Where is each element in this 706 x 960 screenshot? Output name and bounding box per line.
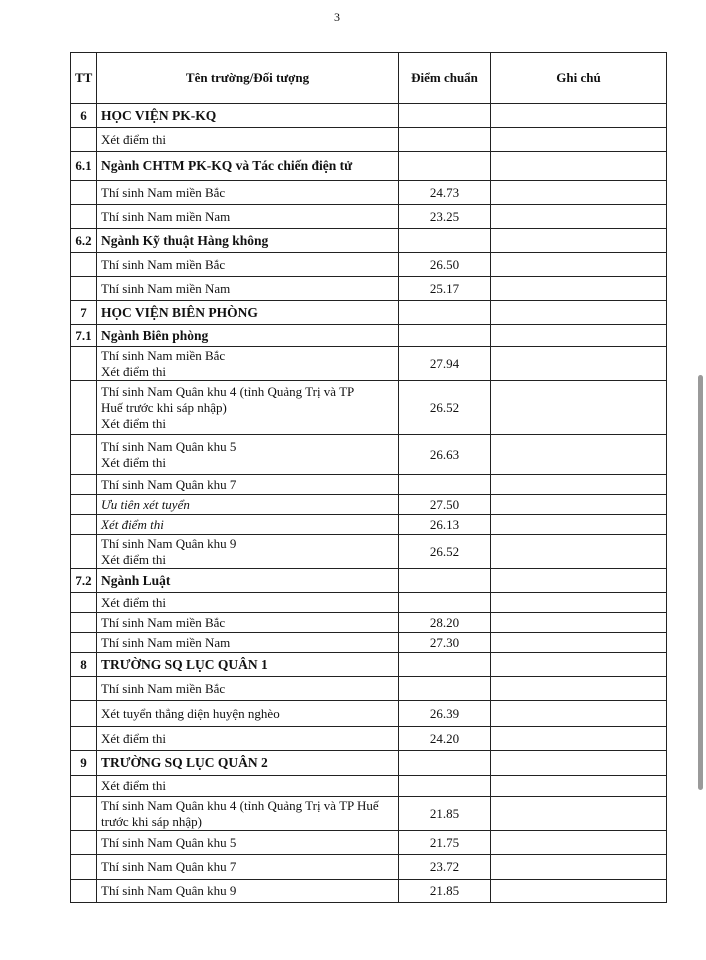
cell-tt: 9 — [71, 751, 97, 776]
table-row — [71, 128, 667, 152]
cell-name — [97, 653, 399, 677]
cell-score — [399, 301, 491, 325]
cell-score — [399, 229, 491, 253]
cell-tt — [71, 495, 97, 515]
cell-tt — [71, 435, 97, 475]
cell-tt: 7 — [71, 301, 97, 325]
cell-name — [97, 325, 399, 347]
cell-name — [97, 727, 399, 751]
cell-note — [491, 535, 667, 569]
cell-tt — [71, 593, 97, 613]
cell-name-line: trước khi sáp nhập) — [101, 813, 202, 829]
cell-tt — [71, 277, 97, 301]
cell-tt: 7.1 — [71, 325, 97, 347]
cell-note — [491, 325, 667, 347]
section-row — [71, 104, 667, 128]
cell-note — [491, 277, 667, 301]
cell-name — [97, 677, 399, 701]
cell-name — [97, 776, 399, 797]
cell-tt — [71, 205, 97, 229]
cell-tt — [71, 677, 97, 701]
cell-note — [491, 701, 667, 727]
cell-tt — [71, 831, 97, 855]
cell-tt — [71, 381, 97, 435]
cell-name — [97, 515, 399, 535]
cell-score — [399, 475, 491, 495]
cell-score — [399, 593, 491, 613]
cell-tt — [71, 515, 97, 535]
header-tt: TT — [71, 53, 97, 104]
cell-name-line: Thí sinh Nam Quân khu 9 — [101, 883, 237, 898]
subsection-row — [71, 152, 667, 181]
cell-score: 21.85 — [399, 880, 491, 903]
cell-score: 26.13 — [399, 515, 491, 535]
cell-name — [97, 633, 399, 653]
header-note: Ghi chú — [491, 53, 667, 104]
cell-note — [491, 776, 667, 797]
cell-note — [491, 301, 667, 325]
table-row — [71, 633, 667, 653]
table-row — [71, 347, 667, 381]
cell-tt: 6.1 — [71, 152, 97, 181]
table-row — [71, 797, 667, 831]
table-row — [71, 613, 667, 633]
cell-tt — [71, 633, 97, 653]
cell-note — [491, 253, 667, 277]
table-row — [71, 677, 667, 701]
cell-tt — [71, 855, 97, 880]
table-row — [71, 831, 667, 855]
cell-score: 27.50 — [399, 495, 491, 515]
cell-name — [97, 495, 399, 515]
cell-tt — [71, 535, 97, 569]
cell-name-line: Xét điểm thi — [101, 730, 166, 746]
table-header-row — [71, 53, 667, 104]
cell-score: 26.39 — [399, 701, 491, 727]
cell-score — [399, 677, 491, 701]
cell-score — [399, 325, 491, 347]
cell-name-line: Thí sinh Nam Quân khu 5 — [101, 834, 237, 850]
cell-note — [491, 569, 667, 593]
cell-score — [399, 751, 491, 776]
cell-score: 27.30 — [399, 633, 491, 653]
cell-name — [97, 880, 399, 903]
table-row — [71, 701, 667, 727]
table-row — [71, 535, 667, 569]
cell-note — [491, 727, 667, 751]
section-row — [71, 301, 667, 325]
cell-name — [97, 751, 399, 776]
cell-name-line: Xét tuyển thẳng diện huyện nghèo — [101, 705, 280, 721]
cell-name-line: Xét điểm thi — [101, 594, 166, 610]
cell-note — [491, 475, 667, 495]
cell-score — [399, 776, 491, 797]
cell-name-line: Xét điểm thi — [101, 415, 166, 431]
cell-name-line: TRƯỜNG SQ LỤC QUÂN 1 — [101, 656, 268, 672]
cell-note — [491, 593, 667, 613]
cell-name-line: Thí sinh Nam Quân khu 7 — [101, 476, 237, 492]
cell-name — [97, 435, 399, 475]
subsection-row — [71, 229, 667, 253]
cell-note — [491, 152, 667, 181]
section-row — [71, 751, 667, 776]
cell-name — [97, 613, 399, 633]
table-body — [71, 104, 667, 903]
cell-tt — [71, 880, 97, 903]
cell-score — [399, 653, 491, 677]
cell-tt — [71, 701, 97, 727]
cell-name — [97, 593, 399, 613]
cell-name — [97, 152, 399, 181]
table-row — [71, 727, 667, 751]
cell-name-line: HỌC VIỆN PK-KQ — [101, 107, 217, 123]
table-row — [71, 253, 667, 277]
cell-name-line: Thí sinh Nam miền Bắc — [101, 614, 226, 630]
cell-name-line: Thí sinh Nam Quân khu 5 — [101, 438, 237, 454]
cell-score: 24.20 — [399, 727, 491, 751]
table-row — [71, 475, 667, 495]
cell-name-line: Xét điểm thi — [101, 778, 166, 793]
cell-note — [491, 613, 667, 633]
cell-name — [97, 475, 399, 495]
cell-note — [491, 855, 667, 880]
cell-tt: 6.2 — [71, 229, 97, 253]
cell-name-line: Thí sinh Nam Quân khu 9 — [101, 535, 237, 551]
cell-name — [97, 229, 399, 253]
table-row — [71, 593, 667, 613]
cell-tt — [71, 128, 97, 152]
cell-name-line: Ngành CHTM PK-KQ và Tác chiến điện tử — [101, 158, 353, 173]
cell-tt: 7.2 — [71, 569, 97, 593]
table-row — [71, 515, 667, 535]
cell-tt — [71, 253, 97, 277]
cell-note — [491, 653, 667, 677]
cell-name — [97, 205, 399, 229]
table-row — [71, 880, 667, 903]
cell-score: 25.17 — [399, 277, 491, 301]
cell-name-line: Xét điểm thi — [101, 363, 166, 379]
cell-name-line: Xét điểm thi — [101, 454, 166, 470]
page-number: 3 — [334, 10, 340, 24]
cell-tt: 6 — [71, 104, 97, 128]
cell-name-line: Ưu tiên xét tuyển — [101, 496, 190, 512]
cell-name-line: Thí sinh Nam miền Bắc — [101, 184, 226, 200]
cell-name-line: Xét điểm thi — [101, 131, 166, 147]
subsection-row — [71, 569, 667, 593]
cell-name-line: Thí sinh Nam miền Nam — [101, 634, 231, 650]
cell-name-line: Thí sinh Nam miền Bắc — [101, 347, 226, 363]
cell-score — [399, 152, 491, 181]
cell-name-line: Thí sinh Nam miền Bắc — [101, 256, 226, 272]
cell-note — [491, 677, 667, 701]
cell-score: 23.72 — [399, 855, 491, 880]
cell-name-line: Thí sinh Nam miền Nam — [101, 280, 231, 296]
cell-name — [97, 381, 399, 435]
cell-tt — [71, 613, 97, 633]
cell-note — [491, 880, 667, 903]
cell-note — [491, 229, 667, 253]
cell-score: 26.52 — [399, 535, 491, 569]
cell-note — [491, 181, 667, 205]
cell-name — [97, 701, 399, 727]
cell-note — [491, 381, 667, 435]
header-name: Tên trường/Đối tượng — [97, 53, 399, 104]
cell-score: 24.73 — [399, 181, 491, 205]
cell-name — [97, 855, 399, 880]
cell-name-line: Xét điểm thi — [101, 516, 164, 532]
table-row — [71, 495, 667, 515]
cell-name-line: Xét điểm thi — [101, 551, 166, 567]
cell-score: 26.52 — [399, 381, 491, 435]
cell-name-line: Ngành Luật — [101, 572, 171, 588]
cell-name-line: Ngành Biên phòng — [101, 327, 209, 343]
cell-note — [491, 128, 667, 152]
header-score: Điểm chuẩn — [399, 53, 491, 104]
cell-score — [399, 104, 491, 128]
cell-name — [97, 128, 399, 152]
cell-score: 26.50 — [399, 253, 491, 277]
cell-score: 21.85 — [399, 797, 491, 831]
cell-tt — [71, 727, 97, 751]
cell-note — [491, 831, 667, 855]
cell-tt — [71, 475, 97, 495]
cell-name-line: Thí sinh Nam Quân khu 4 (tỉnh Quảng Trị và TP — [101, 383, 355, 399]
cell-score: 21.75 — [399, 831, 491, 855]
cell-score: 23.25 — [399, 205, 491, 229]
cell-name — [97, 253, 399, 277]
cell-note — [491, 633, 667, 653]
cell-name — [97, 104, 399, 128]
cell-tt — [71, 347, 97, 381]
cell-score: 28.20 — [399, 613, 491, 633]
table-row — [71, 277, 667, 301]
cell-name-line: Thí sinh Nam Quân khu 7 — [101, 859, 237, 874]
cell-note — [491, 495, 667, 515]
vertical-scrollbar[interactable] — [698, 375, 703, 790]
cell-tt — [71, 181, 97, 205]
cell-score — [399, 128, 491, 152]
cell-note — [491, 435, 667, 475]
cell-name — [97, 347, 399, 381]
cell-tt — [71, 797, 97, 831]
cell-score: 27.94 — [399, 347, 491, 381]
table-row — [71, 855, 667, 880]
cell-name-line: Huế trước khi sáp nhập) — [101, 399, 227, 415]
cell-name — [97, 181, 399, 205]
table-row — [71, 776, 667, 797]
subsection-row — [71, 325, 667, 347]
cell-name-line: Thí sinh Nam miền Nam — [101, 208, 231, 224]
cell-tt — [71, 776, 97, 797]
cell-name-line: Thí sinh Nam Quân khu 4 (tỉnh Quảng Trị và TP Huế — [101, 797, 379, 813]
cell-name — [97, 301, 399, 325]
cell-score: 26.63 — [399, 435, 491, 475]
cell-name — [97, 569, 399, 593]
cell-name — [97, 797, 399, 831]
table-row — [71, 205, 667, 229]
cell-name-line: Ngành Kỹ thuật Hàng không — [101, 232, 269, 248]
cell-tt: 8 — [71, 653, 97, 677]
cell-name-line: TRƯỜNG SQ LỤC QUÂN 2 — [101, 755, 268, 770]
cell-note — [491, 205, 667, 229]
cell-name — [97, 535, 399, 569]
table-row — [71, 435, 667, 475]
admission-score-table — [70, 52, 667, 903]
cell-note — [491, 515, 667, 535]
cell-name — [97, 277, 399, 301]
cell-note — [491, 751, 667, 776]
cell-note — [491, 347, 667, 381]
section-row — [71, 653, 667, 677]
cell-note — [491, 797, 667, 831]
table-row — [71, 181, 667, 205]
table-row — [71, 381, 667, 435]
cell-score — [399, 569, 491, 593]
cell-name-line: Thí sinh Nam miền Bắc — [101, 680, 226, 696]
cell-note — [491, 104, 667, 128]
cell-name — [97, 831, 399, 855]
cell-name-line: HỌC VIỆN BIÊN PHÒNG — [101, 304, 258, 320]
